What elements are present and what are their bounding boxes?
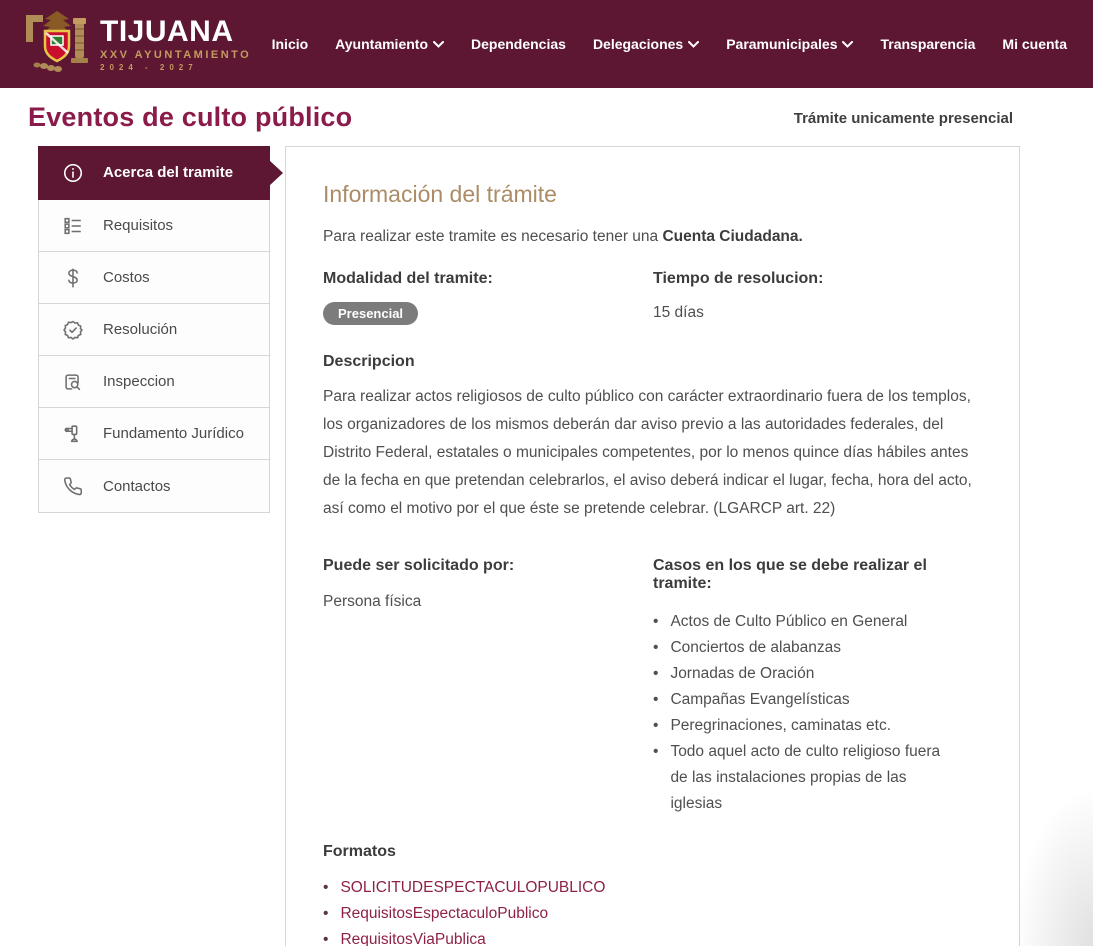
sidebar-item-contactos[interactable] xyxy=(39,460,269,512)
nav-item-ayuntamiento[interactable]: Ayuntamiento xyxy=(335,36,444,52)
panel-heading: Información del trámite xyxy=(323,181,557,207)
solicitado-label: Puede ser solicitado por: xyxy=(323,557,515,574)
coat-of-arms-icon xyxy=(20,9,94,80)
bullet-icon: • xyxy=(653,665,659,682)
list-item: • Actos de Culto Público en General xyxy=(653,609,953,635)
solicitado-casos-row xyxy=(323,557,979,817)
formatos-list xyxy=(323,875,979,946)
tiempo-label: Tiempo de resolucion: xyxy=(653,270,824,287)
bullet-icon: • xyxy=(323,879,329,896)
nav-item-dependencias[interactable]: Dependencias xyxy=(471,36,566,52)
bullet-icon: • xyxy=(653,639,659,656)
sidebar-item-label: Costos xyxy=(103,269,150,286)
formato-link-requisitos-via-publica[interactable]: RequisitosViaPublica xyxy=(340,931,486,946)
bullet-icon: • xyxy=(653,743,659,760)
descripcion-label: Descripcion xyxy=(323,353,415,370)
checklist-icon xyxy=(61,214,85,238)
modalidad-label: Modalidad del tramite: xyxy=(323,270,493,287)
logo-title: TIJUANA xyxy=(100,14,234,48)
sidebar-item-requisitos[interactable] xyxy=(39,200,269,252)
phone-icon xyxy=(61,474,85,498)
descripcion-section xyxy=(323,353,979,523)
intro-text: Para realizar este tramite es necesario tener una Cuenta Ciudadana. xyxy=(323,228,803,245)
bullet-icon: • xyxy=(323,931,329,946)
page-head xyxy=(0,88,1093,133)
bullet-icon: • xyxy=(323,905,329,922)
dollar-icon xyxy=(61,266,85,290)
sidebar-item-label: Fundamento Jurídico xyxy=(103,425,244,442)
chevron-down-icon xyxy=(842,41,853,48)
sidebar-item-label: Inspeccion xyxy=(103,373,175,390)
nav-item-mi-cuenta[interactable]: Mi cuenta xyxy=(1002,36,1067,52)
main-nav xyxy=(272,36,1067,52)
content xyxy=(0,133,1093,946)
info-icon xyxy=(61,161,85,185)
list-item: • Jornadas de Oración xyxy=(653,661,953,687)
presencial-badge: Presencial xyxy=(323,302,418,325)
nav-item-delegaciones[interactable]: Delegaciones xyxy=(593,36,699,52)
bullet-icon: • xyxy=(653,613,659,630)
gavel-icon xyxy=(61,422,85,446)
formatos-label: Formatos xyxy=(323,843,396,860)
nav-item-inicio[interactable]: Inicio xyxy=(271,36,309,52)
descripcion-text: Para realizar actos religiosos de culto público con carácter extraordinario fuera de los templos, los organizadores de los mismos deberán dar aviso previo a las autoridades federales, del Distrito Federal, estatales o municipales competentes, por lo menos quince días hábiles antes de la fecha en que pretendan celebrarlos, el aviso deberá indicar el lugar, fecha, hora del acto, así como el motivo por el que éste se pretende celebrar. (LGARCP art. 22) xyxy=(323,388,972,517)
logo-years: 2024 - 2027 xyxy=(100,62,198,72)
sidebar-item-costos[interactable] xyxy=(39,252,269,304)
solicitado-value: Persona física xyxy=(323,593,422,610)
modality-note: Trámite unicamente presencial xyxy=(793,110,1013,127)
tiempo-value: 15 días xyxy=(653,304,704,321)
tramite-sidebar xyxy=(38,146,270,513)
bullet-icon: • xyxy=(653,691,659,708)
casos-label: Casos en los que se debe realizar el tramite: xyxy=(653,557,927,592)
list-item xyxy=(323,901,979,927)
casos-list xyxy=(653,609,953,817)
sidebar-item-label: Requisitos xyxy=(103,217,174,234)
formatos-section xyxy=(323,843,979,946)
sidebar-item-inspeccion[interactable] xyxy=(39,356,269,408)
document-search-icon xyxy=(61,370,85,394)
logo-subtitle: XXV AYUNTAMIENTO xyxy=(100,48,252,61)
list-item: • Peregrinaciones, caminatas etc. xyxy=(653,713,953,739)
chevron-down-icon xyxy=(688,41,699,48)
sidebar-item-label: Resolución xyxy=(103,321,178,338)
chevron-down-icon xyxy=(433,41,444,48)
sidebar-item-resolucion[interactable] xyxy=(39,304,269,356)
modality-row xyxy=(323,270,979,325)
sidebar-item-label: Acerca del tramite xyxy=(103,164,234,181)
active-arrow-icon xyxy=(269,160,283,186)
tramite-info-panel xyxy=(285,146,1020,946)
formato-link-solicitud-espectaculo-publico[interactable]: SOLICITUDESPECTACULOPUBLICO xyxy=(340,879,606,896)
seal-check-icon xyxy=(61,318,85,342)
list-item: • Campañas Evangelísticas xyxy=(653,687,953,713)
page-title: Eventos de culto público xyxy=(28,102,353,132)
list-item: • Conciertos de alabanzas xyxy=(653,635,953,661)
list-item: • Todo aquel acto de culto religioso fuera de las instalaciones propias de las iglesias xyxy=(653,739,953,817)
bullet-icon: • xyxy=(653,717,659,734)
site-header xyxy=(0,0,1093,88)
nav-item-transparencia[interactable]: Transparencia xyxy=(880,36,976,52)
tijuana-logo[interactable] xyxy=(20,9,251,80)
list-item xyxy=(323,927,979,946)
sidebar-item-fundamento-juridico[interactable] xyxy=(39,408,269,460)
sidebar-item-label: Contactos xyxy=(103,477,171,495)
nav-item-paramunicipales[interactable]: Paramunicipales xyxy=(726,36,853,52)
sidebar-item-acerca-del-tramite[interactable] xyxy=(38,146,270,200)
list-item xyxy=(323,875,979,901)
cuenta-ciudadana-bold: Cuenta Ciudadana. xyxy=(662,228,803,245)
formato-link-requisitos-espectaculo-publico[interactable]: RequisitosEspectaculoPublico xyxy=(340,905,549,922)
